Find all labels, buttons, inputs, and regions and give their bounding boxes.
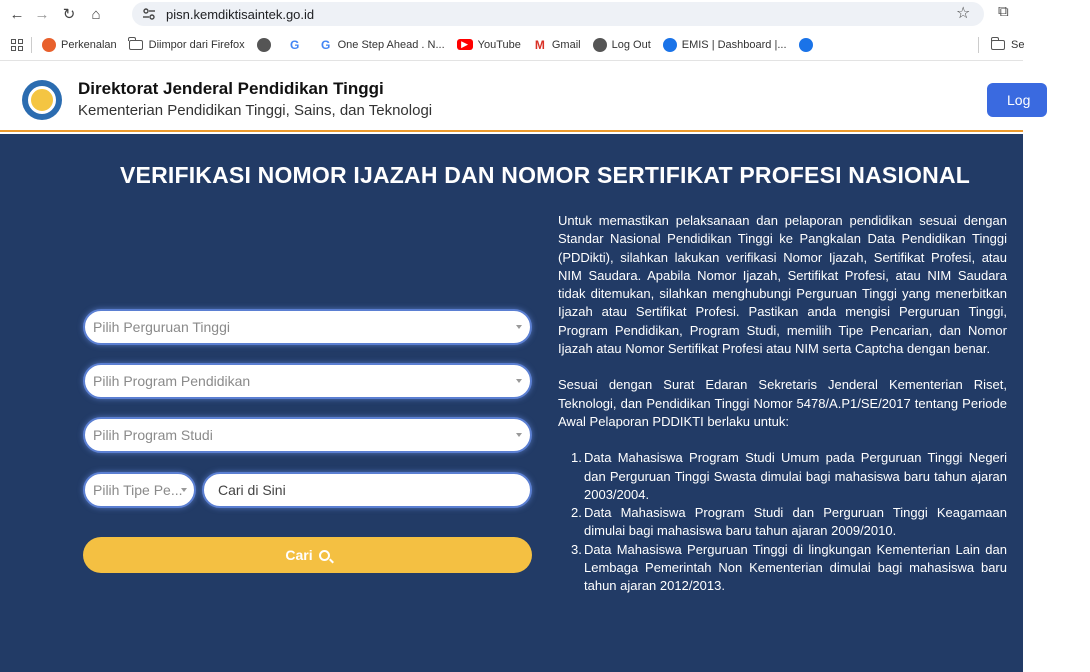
site-info-icon[interactable]	[138, 4, 160, 24]
brand-subtitle: Kementerian Pendidikan Tinggi, Sains, dan Teknologi	[78, 102, 433, 119]
back-arrow-icon[interactable]: ←	[9, 5, 25, 23]
firefox-icon	[42, 38, 56, 52]
bookmark-item[interactable]	[799, 38, 818, 52]
extensions-icon[interactable]: ⧉	[998, 3, 1009, 20]
home-icon[interactable]: ⌂	[91, 5, 101, 23]
bookmark-divider	[978, 37, 979, 53]
google-icon: G	[319, 38, 333, 52]
info-panel	[558, 212, 1007, 596]
dropdown-caret-icon	[181, 488, 187, 492]
bookmark-item[interactable]: Log Out	[593, 38, 651, 52]
program-pendidikan-select[interactable]: Pilih Program Pendidikan	[83, 363, 532, 399]
address-bar[interactable]	[132, 2, 984, 26]
list-item: 2. Data Mahasiswa Program Studi dan Perguruan Tinggi Keagamaan dimulai bagi mahasiswa baru tahun ajaran 2009/2010.	[571, 505, 1007, 539]
gmail-icon: M	[534, 37, 545, 52]
bookmark-folder[interactable]: Se	[991, 39, 1024, 51]
reload-icon[interactable]: ↻	[62, 6, 76, 23]
globe-icon	[593, 38, 607, 52]
emis-icon	[799, 38, 813, 52]
dropdown-caret-icon	[516, 379, 522, 383]
dropdown-caret-icon	[516, 433, 522, 437]
ministry-logo	[22, 80, 62, 120]
bookmark-divider	[31, 37, 32, 53]
page-title: VERIFIKASI NOMOR IJAZAH DAN NOMOR SERTIFIKAT PROFESI NASIONAL	[119, 162, 970, 188]
bookmark-item[interactable]: M Gmail	[534, 37, 581, 52]
bookmarks-bar	[0, 29, 1023, 61]
info-paragraph: Untuk memastikan pelaksanaan dan pelaporan pendidikan sesuai dengan Standar Nasional Pendidikan Tinggi ke Pangkalan Data Pendidikan Tinggi (PDDikti), silahkan lakukan verifikasi Nomor Ijazah, Sertifikat Profesi, atau NIM Saudara. Apabila Nomor Ijazah, Sertifikat Profesi, atau NIM Saudara tidak ditemukan, silahkan menghubungi Perguruan Tinggi yang menerbitkan Ijazah atau Sertifikat Profesi. Pastikan anda mengisi Perguruan Tinggi, Program Pendidikan, Program Studi, memilih Tipe Pencarian, dan Nomor Ijazah atau Nomor Sertifikat Profesi atau NIM serta Captcha dengan benar.	[558, 213, 1007, 357]
dropdown-caret-icon	[516, 325, 522, 329]
browser-toolbar	[0, 0, 1023, 28]
perguruan-tinggi-select[interactable]: Pilih Perguruan Tinggi	[83, 309, 532, 345]
bookmark-item[interactable]	[288, 38, 307, 52]
bookmark-item[interactable]: Perkenalan	[42, 38, 117, 52]
bookmark-folder[interactable]: Diimpor dari Firefox	[129, 39, 245, 51]
search-input[interactable]: Cari di Sini	[202, 472, 532, 508]
main-section	[0, 134, 1023, 672]
google-icon: G	[288, 38, 302, 52]
emis-icon	[663, 38, 677, 52]
bookmark-item[interactable]: G One Step Ahead . N...	[319, 38, 445, 52]
bookmark-star-icon[interactable]: ☆	[956, 5, 971, 22]
youtube-icon: ▶	[457, 39, 473, 50]
search-icon	[319, 550, 330, 561]
info-list	[558, 449, 1007, 595]
url-text: pisn.kemdiktisaintek.go.id	[166, 6, 315, 22]
folder-icon	[991, 40, 1005, 50]
apps-grid-icon[interactable]	[11, 39, 23, 51]
folder-icon	[129, 40, 143, 50]
list-item: 1. Data Mahasiswa Program Studi Umum pada Perguruan Tinggi Negeri dan Perguruan Tinggi Swasta dimulai bagi mahasiswa baru tahun ajaran 2003/2004.	[571, 450, 1007, 502]
search-button[interactable]: Cari	[83, 537, 532, 573]
site-header	[0, 62, 1031, 132]
list-item: 3. Data Mahasiswa Perguruan Tinggi di lingkungan Kementerian Lain dan Lembaga Pemerintah Non Kementerian dimulai bagi mahasiswa baru tahun ajaran 2012/2013.	[571, 541, 1007, 594]
globe-icon	[257, 38, 271, 52]
brand-title: Direktorat Jenderal Pendidikan Tinggi	[78, 79, 384, 98]
bookmark-item[interactable]	[257, 38, 276, 52]
program-studi-select[interactable]: Pilih Program Studi	[83, 417, 532, 453]
login-button[interactable]: Log	[987, 83, 1047, 117]
info-paragraph: Sesuai dengan Surat Edaran Sekretaris Jenderal Kementerian Riset, Teknologi, dan Pendidikan Tinggi Nomor 5478/A.P1/SE/2017 tentang Periode Awal Pelaporan PDDIKTI berlaku untuk:	[558, 377, 1007, 429]
bookmark-item[interactable]: EMIS | Dashboard |...	[663, 38, 787, 52]
tipe-pencarian-select[interactable]: Pilih Tipe Pe...	[83, 472, 196, 508]
forward-arrow-icon[interactable]: →	[34, 5, 50, 23]
bookmark-item[interactable]: ▶ YouTube	[457, 39, 521, 51]
